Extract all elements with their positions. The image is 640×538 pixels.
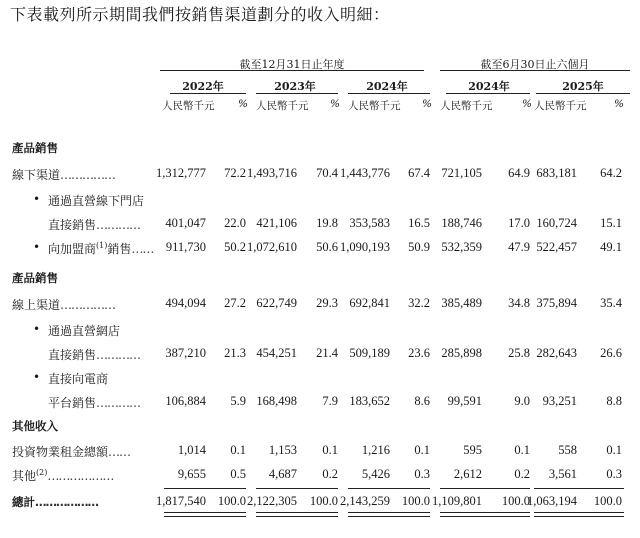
percent-cell: 32.2: [408, 296, 430, 310]
row-label: 總計………………: [12, 495, 98, 509]
amount-cell: 1,493,716: [247, 166, 297, 180]
section-heading: [0, 418, 640, 436]
total-rule-bottom: [348, 512, 430, 517]
row-label: 線上渠道……………: [12, 298, 116, 312]
percent-cell: 67.4: [408, 166, 430, 180]
amount-cell: 2,612: [453, 467, 482, 481]
period-half-rule: [440, 70, 630, 71]
row-label: 通過直營網店: [48, 324, 121, 338]
percent-cell: 27.2: [224, 296, 246, 310]
amount-cell: 911,730: [165, 240, 206, 254]
year-rule-2023: [256, 93, 338, 94]
table-row: [0, 322, 640, 340]
percent-cell: 23.6: [408, 346, 430, 360]
row-label: 投資物業租金總額……: [12, 445, 131, 459]
row-label: 直接銷售…………: [48, 348, 141, 362]
row-label: 直接銷售…………: [48, 218, 141, 232]
percent-cell: 21.4: [316, 346, 338, 360]
percent-cell: 8.6: [414, 394, 430, 408]
percent-cell: 0.2: [322, 467, 338, 481]
intro-text: 下表載列所示期間我們按銷售渠道劃分的收入明細：: [10, 5, 390, 24]
percent-cell: 64.2: [600, 166, 622, 180]
percent-cell: 29.3: [316, 296, 338, 310]
total-rule-top: [256, 488, 338, 489]
amount-cell: 4,687: [268, 467, 297, 481]
percent-label: %: [330, 98, 340, 110]
percent-label: %: [614, 98, 624, 110]
percent-cell: 0.1: [606, 443, 622, 457]
row-label: 其他收入: [12, 419, 58, 433]
row-label: 線下渠道……………: [12, 168, 116, 182]
amount-cell: 454,251: [256, 346, 297, 360]
total-rule-bottom: [440, 512, 530, 517]
percent-cell: 34.8: [508, 296, 530, 310]
amount-cell: 683,181: [536, 166, 577, 180]
percent-cell: 7.9: [322, 394, 338, 408]
year-2023: 2023年: [274, 80, 316, 93]
table-row: [0, 467, 640, 485]
percent-label: %: [238, 98, 248, 110]
unit-label: 人民幣千元: [348, 100, 401, 112]
percent-cell: 0.5: [230, 467, 246, 481]
bullet-icon: •: [33, 192, 41, 206]
table-row: [0, 192, 640, 210]
unit-label: 人民幣千元: [440, 100, 493, 112]
amount-cell: 99,591: [447, 394, 482, 408]
table-row: [0, 296, 640, 314]
year-rule-2024-half: [446, 93, 530, 94]
year-rule-2025-half: [536, 93, 630, 94]
percent-cell: 0.1: [322, 443, 338, 457]
percent-cell: 100.0: [401, 494, 430, 508]
amount-cell: 421,106: [256, 216, 297, 230]
amount-cell: 1,072,610: [247, 240, 297, 254]
amount-cell: 168,498: [256, 394, 297, 408]
amount-cell: 1,312,777: [156, 166, 206, 180]
amount-cell: 721,105: [441, 166, 482, 180]
percent-cell: 50.2: [224, 240, 246, 254]
percent-cell: 50.6: [316, 240, 338, 254]
amount-cell: 282,643: [536, 346, 577, 360]
amount-cell: 5,426: [361, 467, 390, 481]
total-rule-bottom: [164, 512, 246, 517]
amount-cell: 401,047: [165, 216, 206, 230]
year-2022: 2022年: [182, 80, 224, 93]
bullet-icon: •: [33, 322, 41, 336]
percent-cell: 26.6: [600, 346, 622, 360]
table-row: [0, 394, 640, 412]
total-rule-top: [164, 488, 246, 489]
amount-cell: 595: [463, 443, 482, 457]
percent-cell: 17.0: [508, 216, 530, 230]
amount-cell: 1,090,193: [340, 240, 390, 254]
amount-cell: 1,216: [361, 443, 390, 457]
percent-cell: 0.1: [230, 443, 246, 457]
amount-cell: 387,210: [165, 346, 206, 360]
row-label: 其他$^{(2)}$………………: [12, 468, 114, 483]
percent-cell: 0.3: [606, 467, 622, 481]
section-heading: [0, 140, 640, 158]
amount-cell: 1,063,194: [527, 494, 577, 508]
amount-cell: 188,746: [441, 216, 482, 230]
total-rule-top: [440, 488, 530, 489]
percent-cell: 9.0: [514, 394, 530, 408]
row-label: 通過直營線下門店: [48, 194, 145, 208]
percent-cell: 64.9: [508, 166, 530, 180]
amount-cell: 532,359: [441, 240, 482, 254]
table-row: [0, 346, 640, 364]
percent-cell: 16.5: [408, 216, 430, 230]
row-label: 產品銷售: [12, 271, 58, 285]
percent-cell: 0.3: [414, 467, 430, 481]
table-row: [0, 166, 640, 184]
amount-cell: 3,561: [548, 467, 577, 481]
percent-cell: 100.0: [593, 494, 622, 508]
row-label: 平台銷售…………: [48, 396, 141, 410]
percent-label: %: [422, 98, 432, 110]
percent-cell: 0.1: [414, 443, 430, 457]
period-half-header: 截至6月30日止六個月: [480, 58, 590, 71]
percent-cell: 0.2: [514, 467, 530, 481]
percent-cell: 72.2: [224, 166, 246, 180]
amount-cell: 375,894: [536, 296, 577, 310]
total-rule-top: [534, 488, 624, 489]
percent-cell: 70.4: [316, 166, 338, 180]
total-rule-top: [348, 488, 430, 489]
year-2024-half: 2024年: [468, 80, 510, 93]
percent-cell: 22.0: [224, 216, 246, 230]
row-label: 向加盟商$^{(1)}$銷售……: [48, 241, 154, 256]
amount-cell: 494,094: [165, 296, 206, 310]
amount-cell: 2,143,259: [340, 494, 390, 508]
amount-cell: 1,014: [177, 443, 206, 457]
table-row: [0, 216, 640, 234]
percent-cell: 35.4: [600, 296, 622, 310]
row-label: 直接向電商: [48, 372, 109, 386]
table-row: [0, 370, 640, 388]
percent-cell: 100.0: [309, 494, 338, 508]
percent-cell: 21.3: [224, 346, 246, 360]
percent-cell: 25.8: [508, 346, 530, 360]
table-row: [0, 443, 640, 461]
amount-cell: 2,122,305: [247, 494, 297, 508]
bullet-icon: •: [33, 370, 41, 384]
amount-cell: 1,109,801: [432, 494, 482, 508]
percent-cell: 100.0: [501, 494, 530, 508]
amount-cell: 1,153: [268, 443, 297, 457]
table-row: [0, 240, 640, 258]
section-heading: [0, 270, 640, 288]
row-label: 產品銷售: [12, 141, 58, 155]
percent-cell: 0.1: [514, 443, 530, 457]
percent-cell: 100.0: [217, 494, 246, 508]
amount-cell: 285,898: [441, 346, 482, 360]
percent-cell: 47.9: [508, 240, 530, 254]
amount-cell: 353,583: [349, 216, 390, 230]
amount-cell: 385,489: [441, 296, 482, 310]
percent-cell: 49.1: [600, 240, 622, 254]
unit-label: 人民幣千元: [256, 100, 309, 112]
amount-cell: 160,724: [536, 216, 577, 230]
amount-cell: 1,817,540: [156, 494, 206, 508]
amount-cell: 509,189: [349, 346, 390, 360]
amount-cell: 558: [558, 443, 577, 457]
total-rule-bottom: [534, 512, 624, 517]
bullet-icon: •: [33, 240, 41, 254]
percent-cell: 8.8: [606, 394, 622, 408]
year-2025-half: 2025年: [562, 80, 604, 93]
period-year-rule: [160, 70, 424, 71]
percent-cell: 5.9: [230, 394, 246, 408]
year-rule-2022: [170, 93, 246, 94]
total-row: [0, 494, 640, 512]
percent-cell: 19.8: [316, 216, 338, 230]
amount-cell: 93,251: [542, 394, 577, 408]
percent-cell: 50.9: [408, 240, 430, 254]
period-year-header: 截至12月31日止年度: [239, 58, 345, 71]
amount-cell: 1,443,776: [340, 166, 390, 180]
year-rule-2024-full: [348, 93, 430, 94]
year-2024-full: 2024年: [366, 80, 408, 93]
amount-cell: 106,884: [165, 394, 206, 408]
amount-cell: 9,655: [177, 467, 206, 481]
total-rule-bottom: [256, 512, 338, 517]
percent-label: %: [522, 98, 532, 110]
percent-cell: 15.1: [600, 216, 622, 230]
unit-label: 人民幣千元: [162, 100, 215, 112]
amount-cell: 183,652: [349, 394, 390, 408]
amount-cell: 522,457: [536, 240, 577, 254]
amount-cell: 622,749: [256, 296, 297, 310]
amount-cell: 692,841: [349, 296, 390, 310]
unit-label: 人民幣千元: [534, 100, 587, 112]
